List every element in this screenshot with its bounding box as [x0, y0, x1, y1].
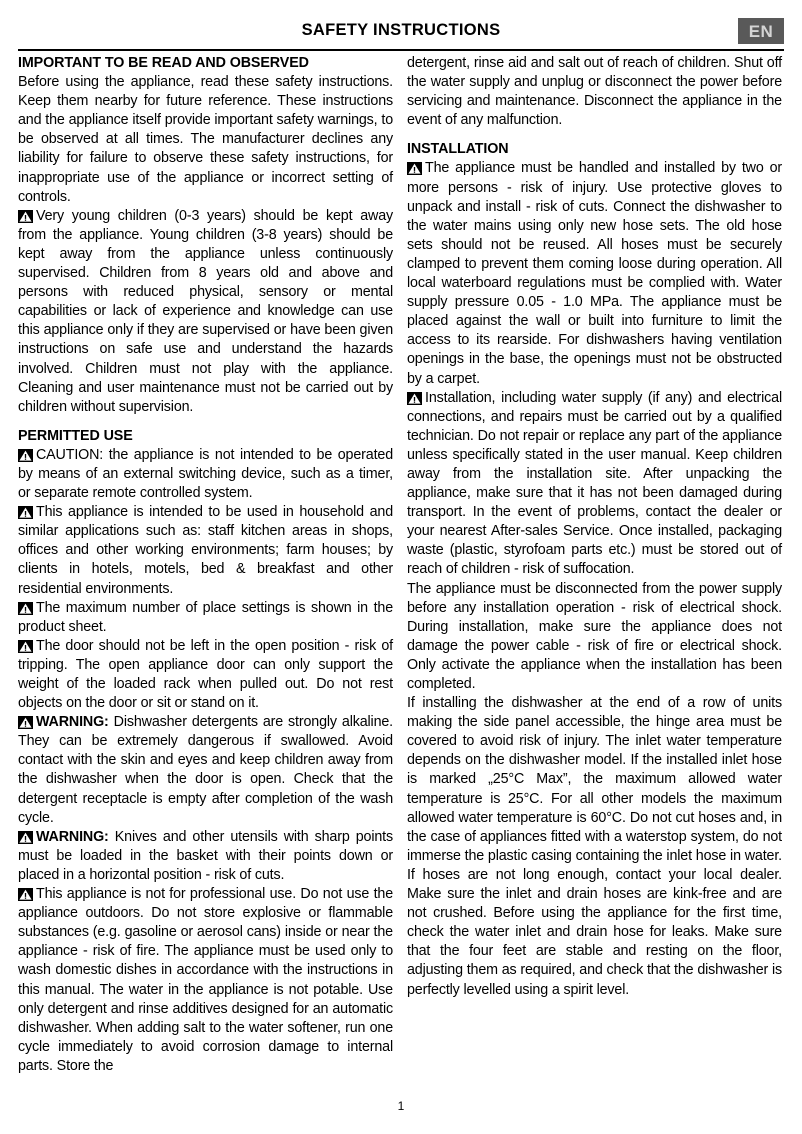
warning-triangle-icon	[18, 449, 33, 462]
paragraph-end-of-row-install: If installing the dishwasher at the end of a row of units making the side panel accessible, the hinge area must be covered to avoid risk of injury. The inlet water temperature depends on the dishwasher model. If the installed inlet hose is marked „25°C Max”, the maximum allowed water temperature is 25°C. For all other models the maximum allowed water temperature is 60°C. Do not cut hoses and, in the case of appliances fitted with a waterstop system, do not immerse the plastic casing containing the inlet hose in water. If hoses are not long enough, contact your local dealer. Make sure the inlet and drain hoses are kink-free and are not crushed. Before using the appliance for the first time, check the water inlet and drain hose for leaks. Make sure that the four feet are stable and resting on the floor, adjusting them as required, and check that the dishwasher is perfectly levelled using a spirit level.	[407, 695, 782, 998]
paragraph-caution-switching-device	[18, 446, 393, 503]
warning-triangle-icon	[18, 831, 33, 844]
section-heading-permitted-use: PERMITTED USE	[18, 427, 133, 444]
paragraph-text: The appliance must be handled and installed by two or more persons - risk of injury. Use protective gloves to unpack and install - risk of cuts. Connect the dishwasher to the water mains using only new hose sets. The old hose sets should not be reused. All hoses must be securely clamped to prevent them coming loose during operation. All local waterboard regulations must be complied with. Water supply pressure 0.05 - 1.0 MPa. The appliance must be placed against the wall or built into furniture to limit the access to its rearside. For dishwashers having ventilation openings in the base, the openings must not be obstructed by a carpet.	[407, 160, 782, 387]
paragraph-place-settings	[18, 599, 393, 637]
page-title: SAFETY INSTRUCTIONS	[301, 21, 501, 39]
paragraph-text: This appliance is not for professional use. Do not use the appliance outdoors. Do not store explosive or flammable substances (e.g. gasoline or aerosol cans) inside or near the appliance - risk of fire. The appliance must be used only to wash domestic dishes in accordance with the instructions in this manual. The water in the appliance is not potable. Use only detergent and rinse additives designed for an automatic dishwasher. When adding salt to the water softener, run one cycle immediately to avoid corrosion damage to internal parts. Store the	[18, 886, 393, 1074]
paragraph-handling-installation	[407, 159, 782, 388]
paragraph-warning-detergents	[18, 713, 393, 828]
page-header	[0, 0, 802, 48]
warning-label: WARNING:	[36, 828, 109, 845]
header-divider	[18, 49, 784, 51]
warning-triangle-icon	[18, 506, 33, 519]
warning-triangle-icon	[407, 392, 422, 405]
left-column	[18, 54, 393, 1076]
page-number: 1	[397, 1099, 405, 1113]
paragraph-text: Knives and other utensils with sharp points must be loaded in the basket with their points down or placed in a horizontal position - risk of cuts.	[18, 828, 393, 883]
paragraph-young-children	[18, 207, 393, 417]
paragraph-text: This appliance is intended to be used in household and similar applications such as: staff kitchen areas in shops, offices and other working environments; farm houses; by clients in hotels, motels, bed & breakfast and other residential environments.	[18, 504, 393, 597]
paragraph-warning-knives	[18, 828, 393, 885]
paragraph-text: CAUTION: the appliance is not intended to be operated by means of an external switching device, such as a timer, or separate remote controlled system.	[18, 446, 393, 502]
section-heading-important: IMPORTANT TO BE READ AND OBSERVED	[18, 55, 309, 71]
warning-triangle-icon	[18, 210, 33, 223]
page-footer	[0, 1100, 802, 1112]
warning-triangle-icon	[407, 162, 422, 175]
paragraph-text: Dishwasher detergents are strongly alkaline. They can be extremely dangerous if swallowed. Avoid contact with the skin and eyes and keep children away from the dishwasher when the door is open. Check that the detergent receptacle is empty after completion of the wash cycle.	[18, 714, 393, 826]
warning-triangle-icon	[18, 602, 33, 615]
paragraph-detergent-continued: detergent, rinse aid and salt out of reach of children. Shut off the water supply and unplug or disconnect the power before servicing and maintenance. Disconnect the appliance in the event of any malfunction.	[407, 55, 782, 129]
section-heading-installation: INSTALLATION	[407, 141, 509, 158]
paragraph-power-supply-disconnect: The appliance must be disconnected from the power supply before any installation operation - risk of electrical shock. During installation, make sure the appliance does not damage the power cable - risk of fire or electrical shock. Only activate the appliance when the installation has been completed.	[407, 580, 782, 692]
paragraph-text: The door should not be left in the open position - risk of tripping. The open appliance door can only support the weight of the loaded rack when pulled out. Do not rest objects on the door or sit or stand on it.	[18, 637, 393, 712]
right-column	[407, 54, 782, 1076]
paragraph-text: Installation, including water supply (if any) and electrical connections, and repairs must be carried out by a qualified technician. Do not repair or replace any part of the appliance unless specifically stated in the user manual. Keep children away from the installation site. After unpacking the appliance, make sure that it has not been damaged during transport. In the event of problems, contact the dealer or your nearest After-sales Service. Once installed, packaging waste (plastic, styrofoam parts etc.) must be stored out of reach of children - risk of suffocation.	[407, 389, 782, 578]
paragraph-text: The maximum number of place settings is shown in the product sheet.	[18, 599, 393, 635]
paragraph-before-using: Before using the appliance, read these safety instructions. Keep them nearby for future reference. These instructions and the appliance itself provide important safety warnings, to be observed at all times. The manufacturer declines any liability for failure to observe these safety instructions, for inappropriate use of the appliance or incorrect setting of controls.	[18, 74, 393, 205]
paragraph-door-open-position	[18, 637, 393, 713]
warning-triangle-icon	[18, 640, 33, 653]
warning-triangle-icon	[18, 716, 33, 729]
content-columns	[0, 48, 802, 1076]
paragraph-qualified-technician	[407, 389, 782, 580]
warning-triangle-icon	[18, 888, 33, 901]
paragraph-not-professional-use	[18, 885, 393, 1076]
paragraph-household-use	[18, 503, 393, 598]
paragraph-text: Very young children (0-3 years) should be kept away from the appliance. Young children (3-8 years) should be kept away from the appliance unless continuously supervised. Children from 8 years old and above and persons with reduced physical, sensory or mental capabilities or lack of experience and knowledge can use this appliance only if they are supervised or have been given instructions on safe use and understand the hazards involved. Children must not play with the appliance. Cleaning and user maintenance must not be carried out by children without supervision.	[18, 207, 393, 415]
warning-label: WARNING:	[36, 714, 109, 731]
language-badge: EN	[738, 18, 784, 44]
